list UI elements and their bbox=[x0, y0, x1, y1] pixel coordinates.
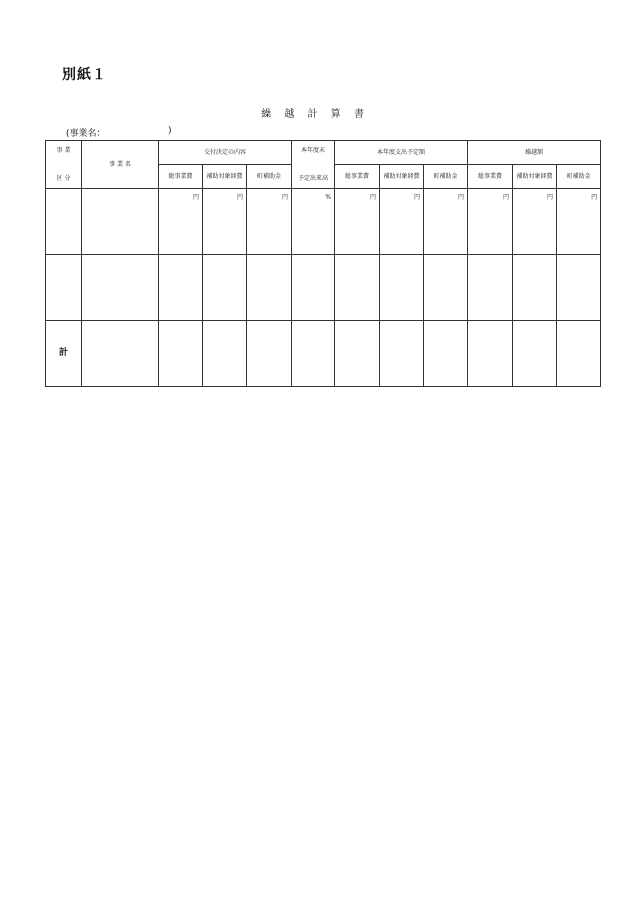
header-category-top: 事 業 bbox=[56, 146, 71, 154]
cell-grant-subsidy[interactable] bbox=[247, 321, 292, 387]
cell-planned-eligible-cost[interactable] bbox=[380, 321, 424, 387]
sub-header-total-cost: 総事業費 bbox=[335, 165, 380, 189]
cell-planned-total-cost[interactable] bbox=[335, 321, 380, 387]
cell-category[interactable] bbox=[46, 189, 82, 255]
document-title: 繰 越 計 算 書 bbox=[261, 109, 369, 120]
project-name-line bbox=[66, 126, 172, 139]
sub-header-eligible-cost: 補助対象経費 bbox=[513, 165, 557, 189]
header-project-name: 事 業 名 bbox=[82, 141, 159, 189]
cell-project-name[interactable] bbox=[82, 321, 159, 387]
cell-carryover-subsidy[interactable] bbox=[557, 255, 601, 321]
cell-category[interactable] bbox=[46, 255, 82, 321]
cell-carryover-total-cost[interactable]: 円 bbox=[468, 189, 513, 255]
header-progress bbox=[292, 141, 335, 189]
cell-grant-subsidy[interactable]: 円 bbox=[247, 189, 292, 255]
carryover-calculation-table bbox=[45, 140, 601, 387]
cell-planned-total-cost[interactable]: 円 bbox=[335, 189, 380, 255]
cell-progress[interactable] bbox=[292, 321, 335, 387]
cell-progress[interactable]: % bbox=[292, 189, 335, 255]
cell-grant-total-cost[interactable]: 円 bbox=[159, 189, 203, 255]
header-category-bottom: 区 分 bbox=[56, 175, 71, 183]
header-carryover: 繰越額 bbox=[468, 141, 601, 165]
total-row bbox=[46, 321, 601, 387]
sub-header-subsidy: 町補助金 bbox=[247, 165, 292, 189]
header-row-1 bbox=[46, 141, 601, 165]
header-progress-bottom: 予定出来高 bbox=[298, 175, 329, 183]
cell-carryover-total-cost[interactable] bbox=[468, 255, 513, 321]
project-name-close: ) bbox=[168, 126, 172, 136]
header-grant-decision: 交付決定の内容 bbox=[159, 141, 292, 165]
sub-header-total-cost: 総事業費 bbox=[159, 165, 203, 189]
cell-grant-total-cost[interactable] bbox=[159, 321, 203, 387]
cell-carryover-eligible-cost[interactable]: 円 bbox=[513, 189, 557, 255]
cell-planned-subsidy[interactable]: 円 bbox=[424, 189, 468, 255]
header-planned-payment: 本年度支出予定額 bbox=[335, 141, 468, 165]
cell-carryover-subsidy[interactable] bbox=[557, 321, 601, 387]
cell-carryover-eligible-cost[interactable] bbox=[513, 255, 557, 321]
sub-header-eligible-cost: 補助対象経費 bbox=[380, 165, 424, 189]
header-progress-top: 本年度末 bbox=[301, 146, 326, 154]
cell-planned-subsidy[interactable] bbox=[424, 321, 468, 387]
cell-grant-subsidy[interactable] bbox=[247, 255, 292, 321]
cell-project-name[interactable] bbox=[82, 189, 159, 255]
table-row bbox=[46, 189, 601, 255]
cell-grant-eligible-cost[interactable] bbox=[203, 255, 247, 321]
cell-carryover-total-cost[interactable] bbox=[468, 321, 513, 387]
cell-grant-eligible-cost[interactable]: 円 bbox=[203, 189, 247, 255]
cell-carryover-subsidy[interactable]: 円 bbox=[557, 189, 601, 255]
sub-header-total-cost: 総事業費 bbox=[468, 165, 513, 189]
cell-project-name[interactable] bbox=[82, 255, 159, 321]
cell-planned-eligible-cost[interactable]: 円 bbox=[380, 189, 424, 255]
cell-progress[interactable] bbox=[292, 255, 335, 321]
total-label: 計 bbox=[46, 321, 82, 387]
cell-carryover-eligible-cost[interactable] bbox=[513, 321, 557, 387]
cell-planned-total-cost[interactable] bbox=[335, 255, 380, 321]
cell-planned-subsidy[interactable] bbox=[424, 255, 468, 321]
cell-grant-total-cost[interactable] bbox=[159, 255, 203, 321]
project-name-label: (事業名： bbox=[66, 129, 106, 139]
cell-planned-eligible-cost[interactable] bbox=[380, 255, 424, 321]
cell-grant-eligible-cost[interactable] bbox=[203, 321, 247, 387]
table-row bbox=[46, 255, 601, 321]
sub-header-subsidy: 町補助金 bbox=[557, 165, 601, 189]
sub-header-eligible-cost: 補助対象経費 bbox=[203, 165, 247, 189]
attachment-label: 別紙１ bbox=[62, 67, 107, 83]
sub-header-subsidy: 町補助金 bbox=[424, 165, 468, 189]
header-category bbox=[46, 141, 82, 189]
